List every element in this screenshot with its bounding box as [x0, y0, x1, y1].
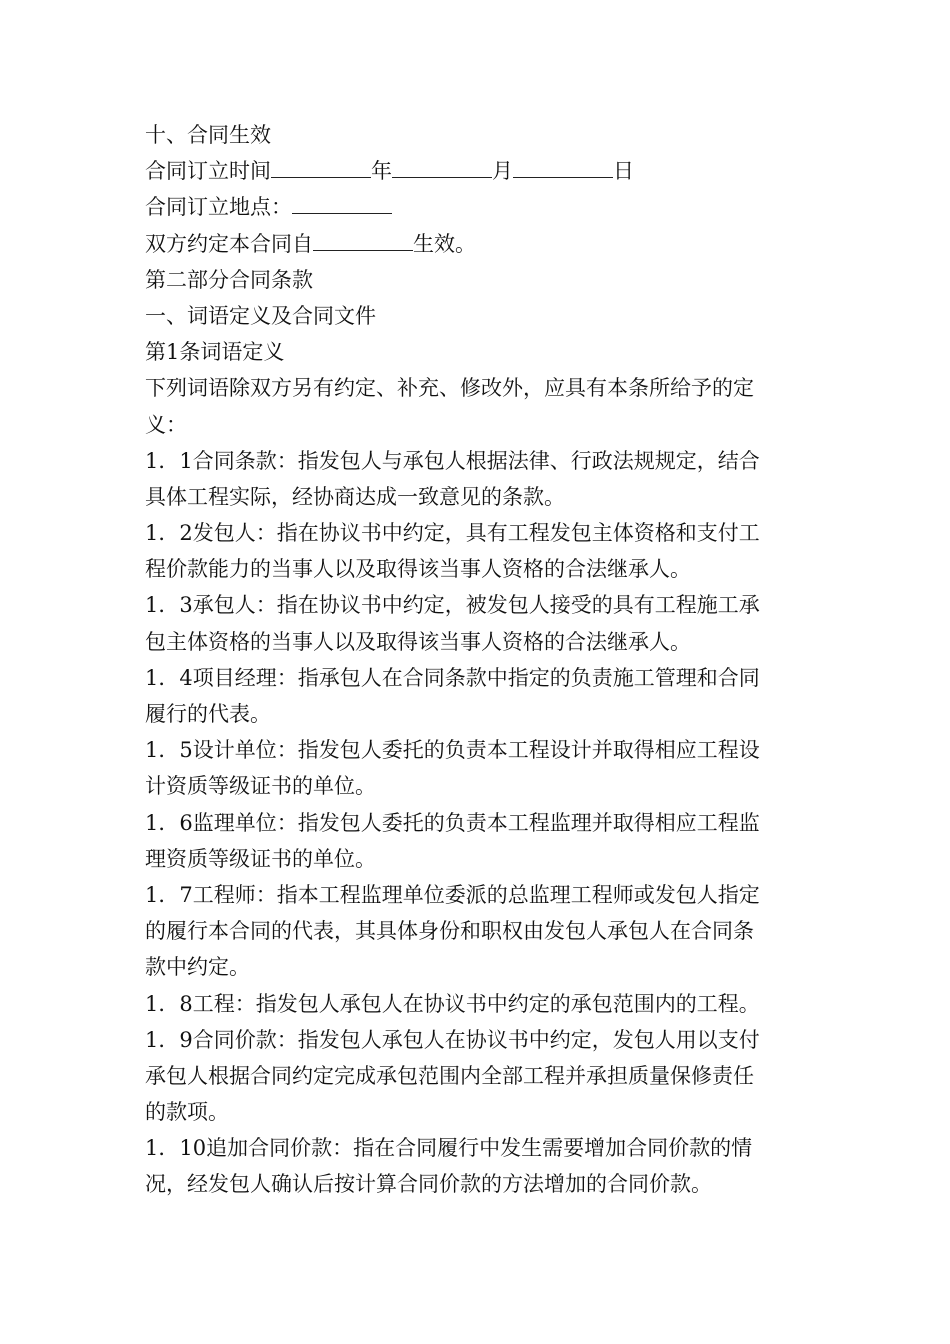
- sign-year-blank[interactable]: [271, 157, 371, 178]
- chapter-one-title: 一、词语定义及合同文件: [145, 303, 376, 328]
- definition-1-3-line: 1．3承包人：指在协议书中约定，被发包人接受的具有工程施工承: [145, 593, 760, 618]
- definition-1-1-line: 1．1合同条款：指发包人与承包人根据法律、行政法规规定，结合: [145, 448, 760, 473]
- definition-1-6-line: 1．6监理单位：指发包人委托的负责本工程监理并取得相应工程监: [145, 810, 760, 835]
- sign-place-label: 合同订立地点：: [145, 195, 292, 220]
- definition-1-9-line: 1．9合同价款：指发包人承包人在协议书中约定，发包人用以支付: [145, 1027, 760, 1052]
- definition-1-10-line: 况，经发包人确认后按计算合同价款的方法增加的合同价款。: [145, 1172, 712, 1197]
- sign-month-unit: 月: [492, 159, 513, 184]
- definition-1-7-line: 1．7工程师：指本工程监理单位委派的总监理工程师或发包人指定: [145, 882, 760, 907]
- definition-1-7-line: 款中约定。: [145, 955, 250, 980]
- document-page: [145, 117, 813, 1203]
- effective-suffix: 生效。: [413, 231, 476, 256]
- effective-date-blank[interactable]: [313, 230, 413, 251]
- sign-day-unit: 日: [613, 159, 634, 184]
- part-two-title: 第二部分合同条款: [145, 267, 313, 292]
- definition-1-1-line: 具体工程实际，经协商达成一致意见的条款。: [145, 484, 565, 509]
- definition-1-5-line: 计资质等级证书的单位。: [145, 774, 376, 799]
- definition-1-6-line: 理资质等级证书的单位。: [145, 846, 376, 871]
- definition-1-5-line: 1．5设计单位：指发包人委托的负责本工程设计并取得相应工程设: [145, 738, 760, 763]
- sign-place-blank[interactable]: [292, 193, 392, 214]
- definition-1-10-line: 1．10追加合同价款：指在合同履行中发生需要增加合同价款的情: [145, 1136, 753, 1161]
- sign-place-line: [145, 189, 813, 225]
- definition-1-7-line: 的履行本合同的代表，其具体身份和职权由发包人承包人在合同条: [145, 919, 754, 944]
- sign-month-blank[interactable]: [392, 157, 492, 178]
- effective-prefix: 双方约定本合同自: [145, 231, 313, 256]
- intro-line: 下列词语除双方另有约定、补充、修改外，应具有本条所给予的定: [145, 376, 754, 401]
- sign-day-blank[interactable]: [513, 157, 613, 178]
- article-one-title: 第1条词语定义: [145, 340, 285, 365]
- sign-time-label: 合同订立时间: [145, 159, 271, 184]
- definition-1-4-line: 1．4项目经理：指承包人在合同条款中指定的负责施工管理和合同: [145, 665, 760, 690]
- definition-1-8-line: 1．8工程：指发包人承包人在协议书中约定的承包范围内的工程。: [145, 991, 760, 1016]
- intro-line: 义：: [145, 412, 187, 437]
- definition-1-9-line: 承包人根据合同约定完成承包范围内全部工程并承担质量保修责任: [145, 1063, 754, 1088]
- sign-time-line: [145, 153, 813, 189]
- definition-1-9-line: 的款项。: [145, 1100, 229, 1125]
- section-effect-title: 十、合同生效: [145, 123, 271, 147]
- definition-1-3-line: 包主体资格的当事人以及取得该当事人资格的合法继承人。: [145, 629, 691, 654]
- sign-year-unit: 年: [371, 159, 392, 184]
- definition-1-4-line: 履行的代表。: [145, 702, 271, 726]
- definition-1-2-line: 1．2发包人：指在协议书中约定，具有工程发包主体资格和支付工: [145, 521, 760, 546]
- effective-line: [145, 226, 813, 262]
- definition-1-2-line: 程价款能力的当事人以及取得该当事人资格的合法继承人。: [145, 557, 691, 582]
